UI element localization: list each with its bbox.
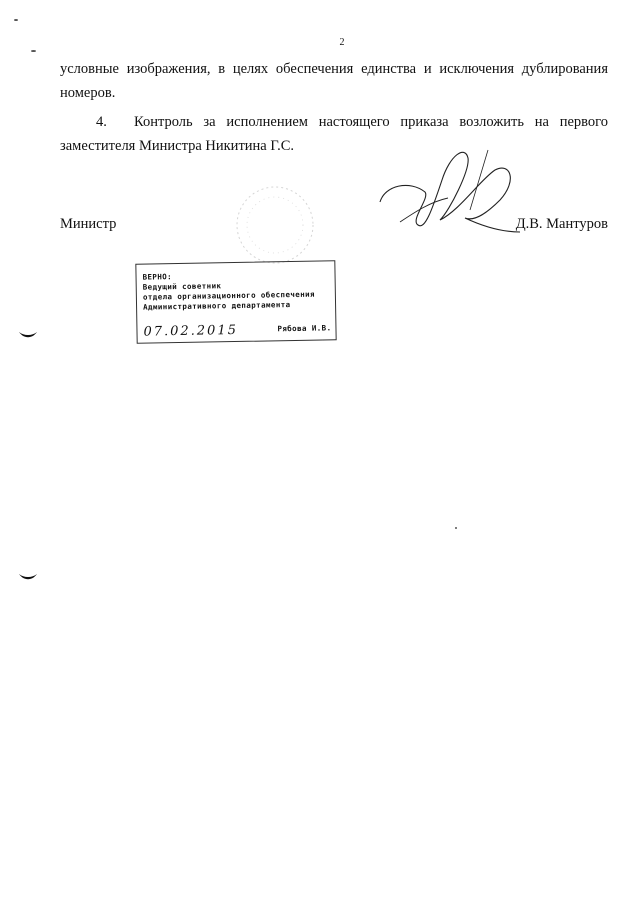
paragraph-1-line-2: номеров. xyxy=(60,85,116,101)
round-seal-mark xyxy=(215,180,335,270)
paragraph-2-line-2: заместителя Министра Никитина Г.С. xyxy=(60,138,295,154)
stamp-line-2: Ведущий советник xyxy=(142,281,222,292)
stamp-line-1: ВЕРНО: xyxy=(142,272,173,282)
scan-speck xyxy=(31,50,36,52)
stamp-name: Рябова И.В. xyxy=(277,323,332,334)
scan-speck xyxy=(14,19,18,21)
punch-hole-mark-icon xyxy=(18,572,38,581)
stamp-line-3: отдела организационного обеспечения xyxy=(142,289,315,302)
item-number: 4. xyxy=(96,114,107,130)
punch-hole-mark-icon xyxy=(18,330,38,339)
signer-name: Д.В. Мантуров xyxy=(515,216,608,232)
scan-speck xyxy=(455,527,457,529)
paragraph-1 xyxy=(60,57,608,105)
paragraph-1-line-1: условные изображения, в целях обеспечения единства и исключения дублирования xyxy=(60,61,608,77)
stamp-date: 07.02.2015 xyxy=(143,322,239,340)
paragraph-2-line-1: Контроль за исполнением настоящего приказа возложить на первого xyxy=(134,114,608,130)
page-number: 2 xyxy=(339,37,345,48)
paragraph-2-first-line xyxy=(60,110,608,134)
certification-stamp xyxy=(135,260,336,343)
stamp-line-4: Административного департамента xyxy=(142,300,291,312)
handwritten-signature xyxy=(370,140,530,240)
signer-title: Министр xyxy=(60,216,117,232)
stamp-bottom xyxy=(143,324,331,338)
